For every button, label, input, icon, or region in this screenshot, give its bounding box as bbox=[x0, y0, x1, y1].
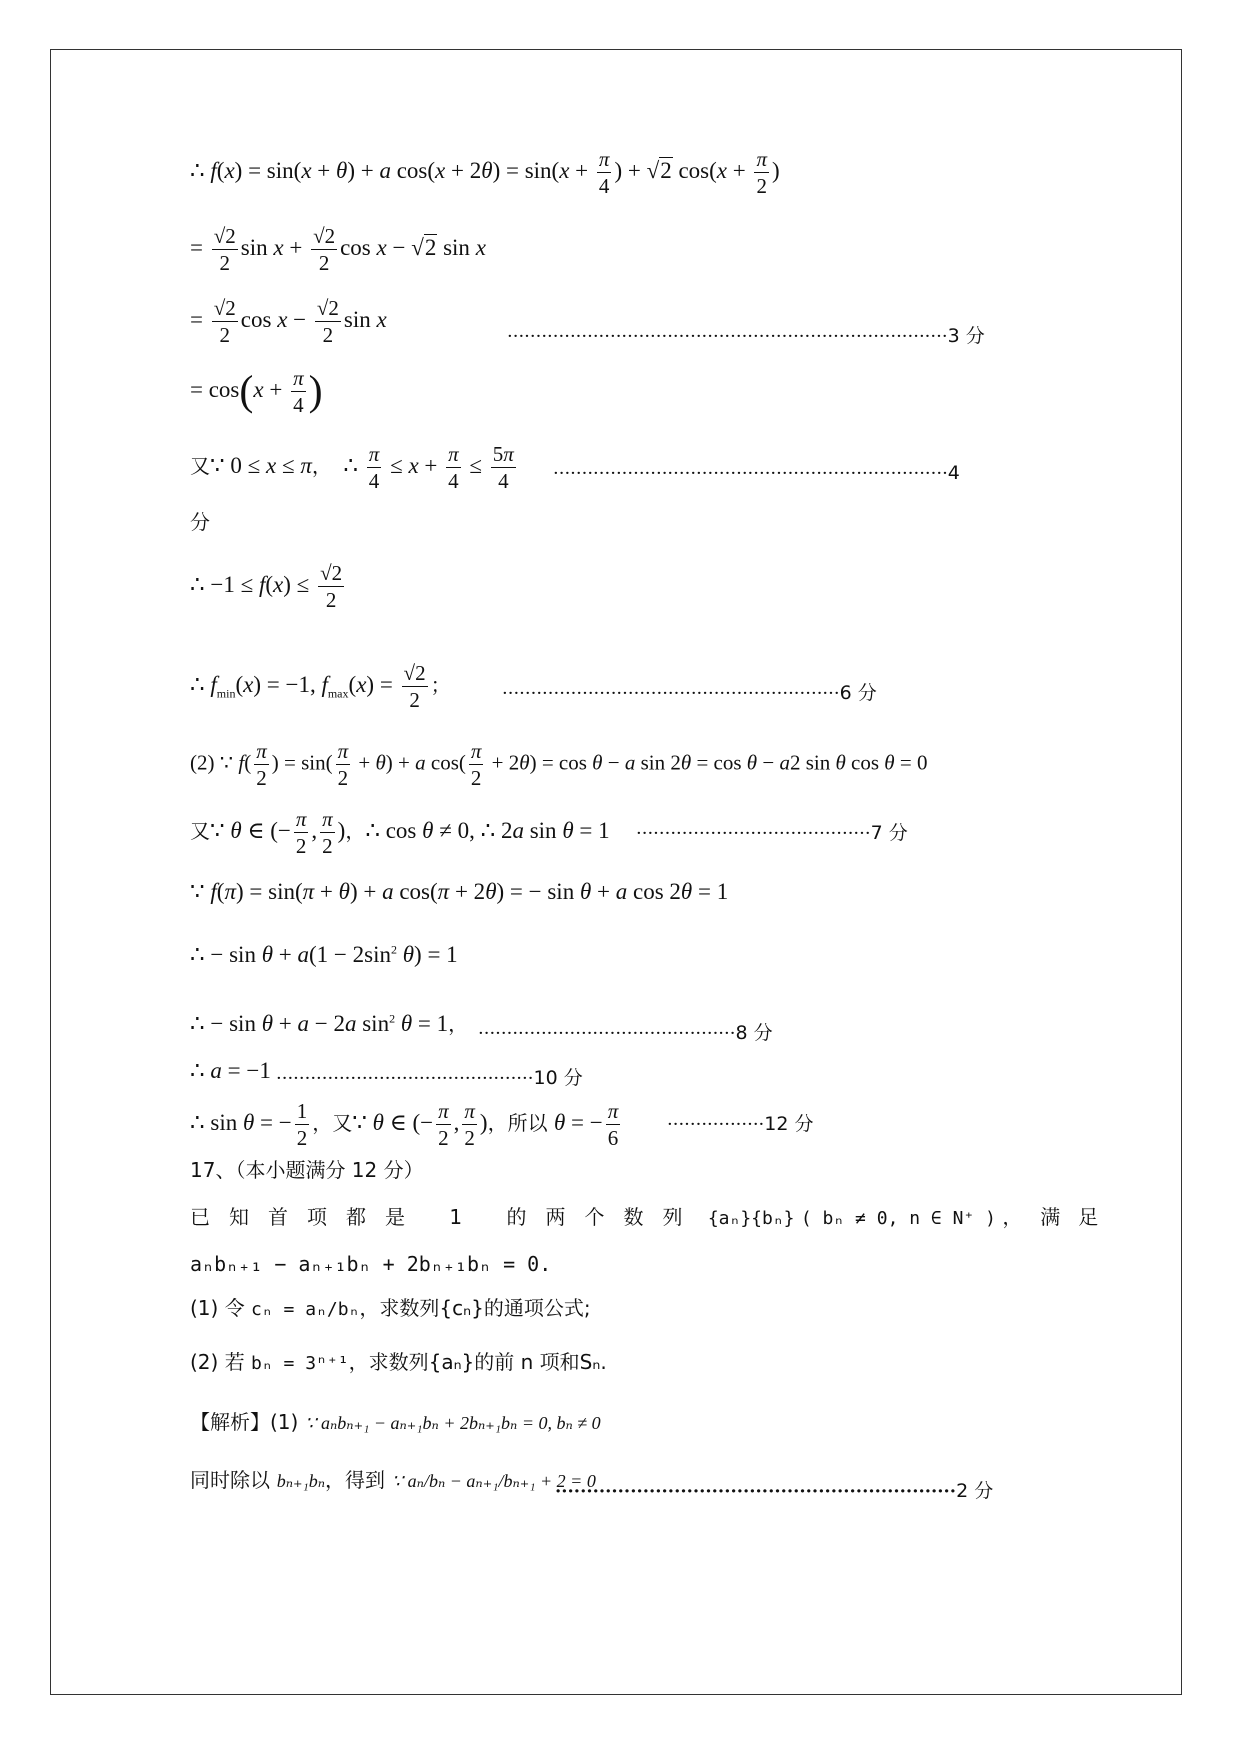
eq-line-8: (2) ∵ f( $\frac{\pi}{2}$ ) = sin( $\frac{\pi}{2}$ + θ) + a cos( $\frac{\pi}{2}$ + 2θ) = cos θ − a sin 2θ = cos θ − a2 sin θ cos θ = 0 bbox=[190, 739, 928, 791]
score-solution-2: ································································2 分 bbox=[555, 1480, 994, 1502]
eq-line-6: ∴ −1 ≤ f(x) ≤ $\frac{√2}{2}$ bbox=[190, 561, 343, 613]
score-line-5: ·····································································4 bbox=[553, 462, 960, 484]
question-17-title: 17、（本小题满分 12 分） bbox=[190, 1158, 424, 1182]
eq-line-3: = $\frac{√2}{2}$ cos x − $\frac{√2}{2}$ sin x bbox=[190, 296, 387, 348]
score-line-13: ·············································10 分 bbox=[276, 1067, 583, 1089]
eq-line-10: ∵ f(π) = sin(π + θ) + a cos(π + 2θ) = − sin θ + a cos 2θ = 1 bbox=[190, 879, 729, 904]
score-line-3: ·············································································3 分 bbox=[507, 325, 985, 347]
score-line-5-wrap: 分 bbox=[190, 510, 210, 534]
question-17-equation: aₙbₙ₊₁ − aₙ₊₁bₙ + 2bₙ₊₁bₙ = 0. bbox=[190, 1252, 552, 1276]
eq-line-7: ∴ $f_{min}(x) = -1$, $f_{max}(x)$ = $\frac{√2}{2}$ ； bbox=[190, 661, 451, 713]
eq-line-2: = $\frac{√2}{2}$ sin x + $\frac{√2}{2}$ cos x − √2 sin x bbox=[190, 224, 486, 276]
eq-line-1: ∴ f(x) = sin(x + θ) + a cos(x + 2θ) = sin(x + $\frac{\pi}{4}$ ) + √2 cos(x + $\frac{\pi}{2}$ ) bbox=[190, 147, 780, 199]
eq-line-4: = cos(x + $\frac{\pi}{4}$ ) bbox=[190, 366, 323, 418]
solution-line-2: 同时除以 bₙ₊₁bₙ，得到 ∵ aₙ/bₙ − aₙ₊₁/bₙ₊₁ + 2 = 0 bbox=[190, 1468, 596, 1492]
eq-line-14: ∴ sin θ = − $\frac{1}{2}$ ，又∵ θ ∈ (− $\frac{\pi}{2}$ , $\frac{\pi}{2}$ )，所以 θ = − $\frac{\pi}{6}$ bbox=[190, 1099, 619, 1151]
question-17-part-2: (2) 若 bₙ = 3ⁿ⁺¹，求数列{aₙ}的前 n 项和Sₙ. bbox=[190, 1350, 607, 1374]
question-17-part-1: (1) 令 cₙ = aₙ/bₙ，求数列{cₙ}的通项公式; bbox=[190, 1296, 591, 1320]
score-line-12: ·············································8 分 bbox=[478, 1022, 773, 1044]
eq-line-5: 又∵ 0 ≤ x ≤ π， ∴ $\frac{\pi}{4}$ ≤ x + $\frac{\pi}{4}$ ≤ $\frac{5\pi}{4}$ bbox=[190, 442, 514, 494]
solution-line-1: 【解析】(1) ∵ aₙbₙ₊₁ − aₙ₊₁bₙ + 2bₙ₊₁bₙ = 0, bₙ ≠ 0 bbox=[190, 1410, 601, 1434]
eq-line-9: 又∵ θ ∈ (− $\frac{\pi}{2}$ , $\frac{\pi}{2}$ )，∴ cos θ ≠ 0, ∴ 2a sin θ = 1 bbox=[190, 807, 610, 859]
score-line-9: ·········································7 分 bbox=[636, 822, 908, 844]
score-line-14: ·················12 分 bbox=[667, 1113, 814, 1135]
eq-line-12: ∴ − sin θ + a − 2a $\sin^2 \theta = 1$， bbox=[190, 1011, 469, 1036]
eq-line-13: ∴ a = −1 bbox=[190, 1058, 271, 1083]
score-line-7: ···························································6 分 bbox=[502, 682, 877, 704]
eq-line-11: ∴ − $\sin \theta + a(1 - 2\sin^2$ θ) = 1 bbox=[190, 942, 458, 967]
question-17-body: 已知首项都是 1 的两个数列 {aₙ}{bₙ} ( bₙ ≠ 0, n ∈ N⁺ ) ，满足 bbox=[190, 1205, 1117, 1229]
